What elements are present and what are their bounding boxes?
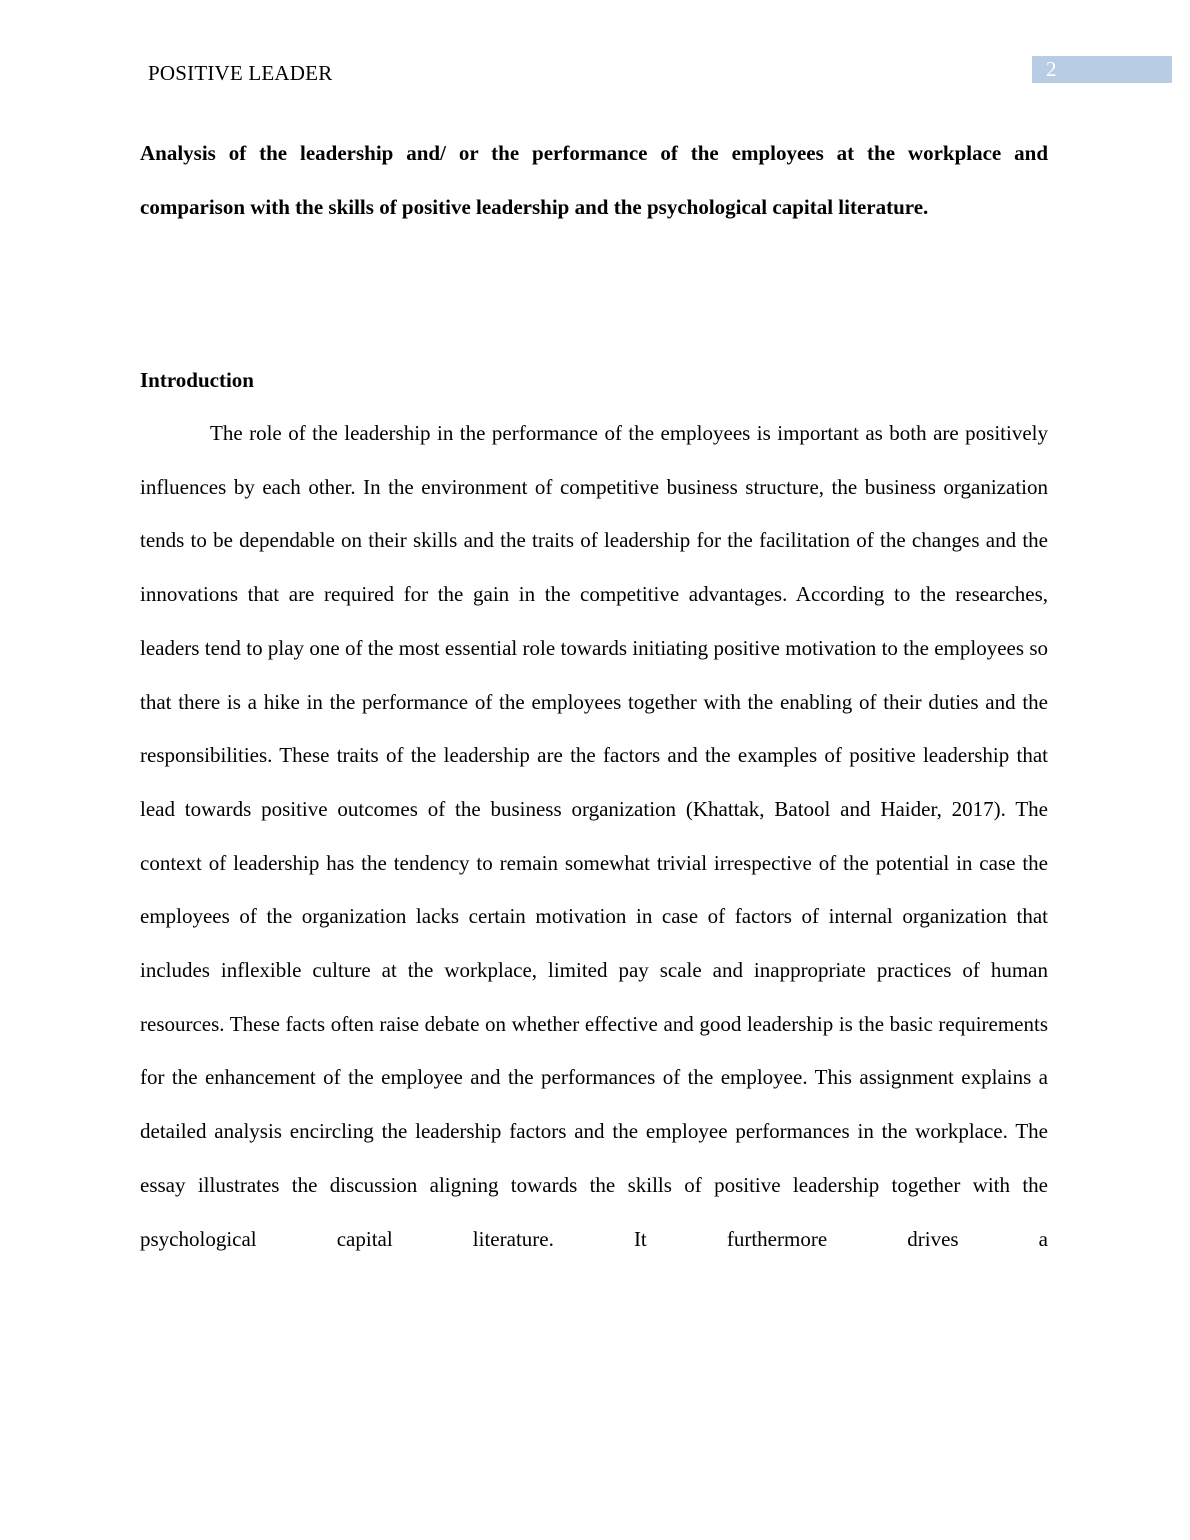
introduction-paragraph: The role of the leadership in the performance of the employees is important as both are positively influences by each other. In the environment of competitive business structure, the business organization tends to be dependable on their skills and the traits of leadership for the facilitation of the changes and the innovations that are required for the gain in the competitive advantages. According to the researches, leaders tend to play one of the most essential role towards initiating positive motivation to the employees so that there is a hike in the performance of the employees together with the enabling of their duties and the responsibilities. These traits of the leadership are the factors and the examples of positive leadership that lead towards positive outcomes of the business organization (Khattak, Batool and Haider, 2017). The context of leadership has the tendency to remain somewhat trivial irrespective of the potential in case the employees of the organization lacks certain motivation in case of factors of internal organization that includes inflexible culture at the workplace, limited pay scale and inappropriate practices of human resources. These facts often raise debate on whether effective and good leadership is the basic requirements for the enhancement of the employee and the performances of the employee. This assignment explains a detailed analysis encircling the leadership factors and the employee performances in the workplace. The essay illustrates the discussion aligning towards the skills of positive leadership together with the psychological capital literature. It furthermore drives a: [140, 421, 1048, 1251]
page-number: 2: [1046, 57, 1057, 81]
document-title: Analysis of the leadership and/ or the performance of the employees at the workplace and comparison with the skills of positive leadership and the psychological capital literature.: [140, 141, 1048, 219]
section-heading-introduction: Introduction: [140, 368, 254, 392]
running-head: POSITIVE LEADER: [148, 61, 333, 85]
page-number-box: [1032, 56, 1172, 83]
